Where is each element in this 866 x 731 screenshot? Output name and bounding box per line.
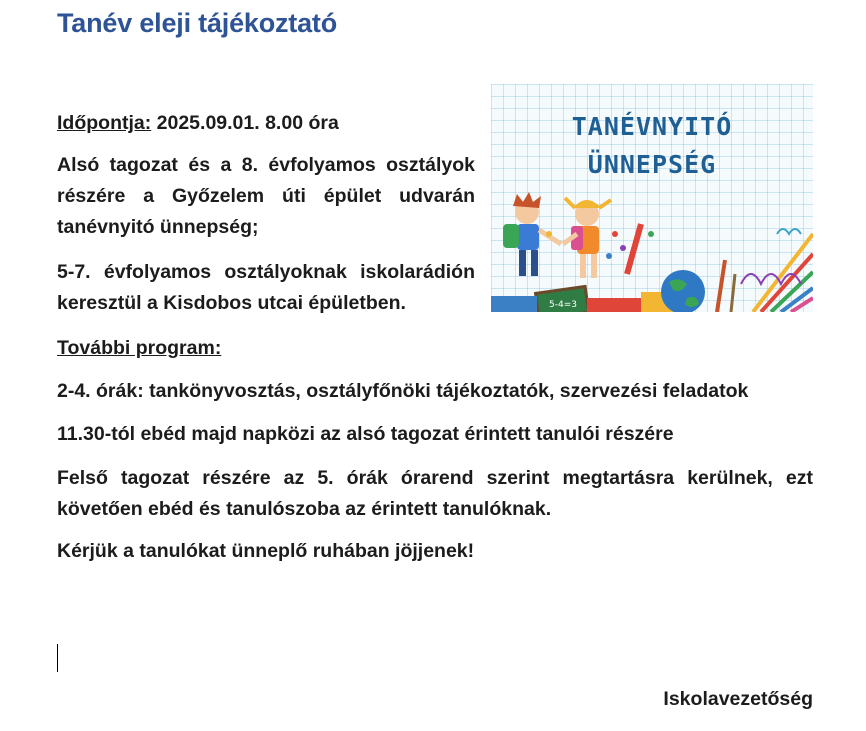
illustration-title-line2: ÜNNEPSÉG: [587, 150, 717, 179]
program-item: 11.30-tól ebéd majd napközi az alsó tagozat érintett tanulói részére: [57, 423, 674, 445]
date-line: [57, 108, 475, 139]
date-value: 2025.09.01. 8.00 óra: [151, 112, 339, 134]
program-item: Felső tagozat részére az 5. órák órarend szerint megtartásra kerülnek, ezt követően ebéd és tanulószoba az érintett tanulóknak.: [57, 467, 813, 520]
page-title: Tanév eleji tájékoztató: [57, 8, 337, 38]
upper-grade-ceremony: 5-7. évfolyamos osztályoknak iskolarádión keresztül a Kisdobos utcai épületben.: [57, 261, 475, 314]
chalkboard-text: 5-4=3: [549, 300, 577, 310]
notice-body: [57, 108, 813, 567]
program-heading: További program:: [57, 337, 222, 359]
program-item: 2-4. órák: tankönyvosztás, osztályfőnöki tájékoztatók, szervezési feladatok: [57, 380, 749, 402]
signature: Iskolavezetőség: [663, 688, 813, 710]
illustration-title-line1: TANÉVNYITÓ: [571, 112, 733, 141]
closing-request: Kérjük a tanulókat ünneplő ruhában jöjjenek!: [57, 540, 475, 562]
date-label: Időpontja:: [57, 112, 152, 134]
lower-grade-ceremony: Alsó tagozat és a 8. évfolyamos osztályok részére a Győzelem úti épület udvarán tanévnyitó ünnepség;: [57, 154, 475, 238]
text-cursor: [57, 644, 58, 672]
